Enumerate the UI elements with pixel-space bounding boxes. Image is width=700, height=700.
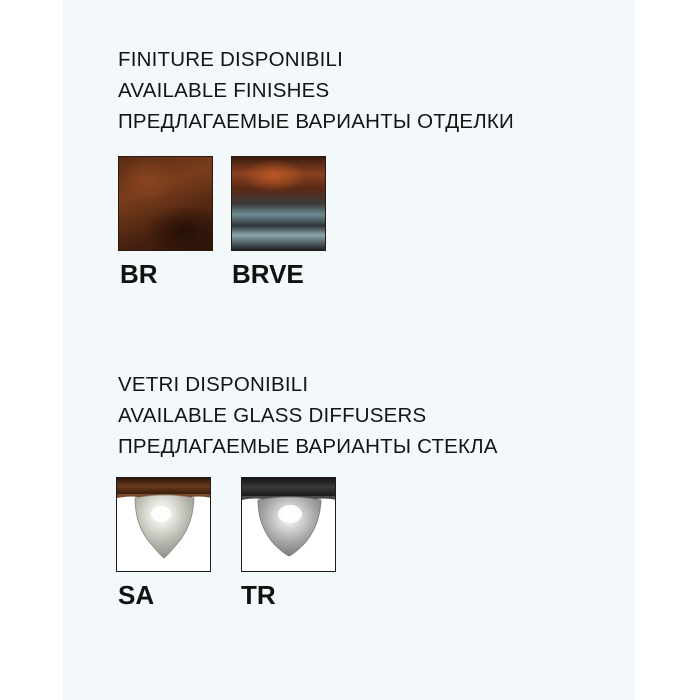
- finish-code-br: BR: [120, 259, 158, 289]
- glass-heading-russian: ПРЕДЛАГАЕМЫЕ ВАРИАНТЫ СТЕКЛА: [118, 435, 498, 458]
- glass-diffuser-sa-image: [117, 478, 211, 572]
- glass-swatch-tr: [241, 477, 336, 572]
- finishes-heading-english: AVAILABLE FINISHES: [118, 79, 330, 102]
- glass-code-sa: SA: [118, 580, 155, 610]
- finish-swatch-br: [118, 156, 213, 251]
- glass-swatch-sa: [116, 477, 211, 572]
- glass-diffuser-tr-image: [242, 478, 336, 572]
- finish-code-brve: BRVE: [232, 259, 304, 289]
- finish-swatch-brve: [231, 156, 326, 251]
- glass-heading: [118, 369, 498, 462]
- finishes-heading-russian: ПРЕДЛАГАЕМЫЕ ВАРИАНТЫ ОТДЕЛКИ: [118, 110, 514, 133]
- glass-heading-italian: VETRI DISPONIBILI: [118, 373, 309, 396]
- finishes-heading-italian: FINITURE DISPONIBILI: [118, 48, 343, 71]
- glass-heading-english: AVAILABLE GLASS DIFFUSERS: [118, 404, 427, 427]
- glass-code-tr: TR: [241, 580, 276, 610]
- finishes-heading: [118, 44, 514, 137]
